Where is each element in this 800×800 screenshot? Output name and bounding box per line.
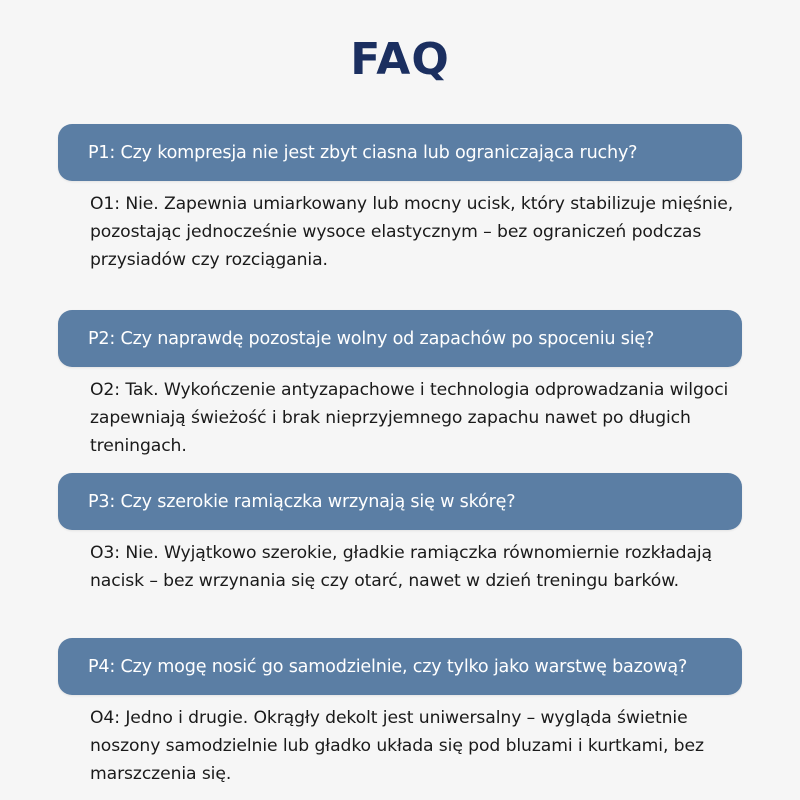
question-bar[interactable] xyxy=(58,473,742,530)
question-text: P3: Czy szerokie ramiączka wrzynają się w skórę? xyxy=(88,491,516,512)
faq-item-4 xyxy=(58,638,742,788)
faq-item-2 xyxy=(58,310,742,460)
question-bar[interactable] xyxy=(58,638,742,695)
question-text: P1: Czy kompresja nie jest zbyt ciasna lub ograniczająca ruchy? xyxy=(88,142,638,163)
answer-text: O1: Nie. Zapewnia umiarkowany lub mocny ucisk, który stabilizuje mięśnie, pozostając jednocześnie wysoce elastycznym – bez ograniczeń podczas przysiadów czy rozciągania. xyxy=(90,194,734,270)
question-text: P2: Czy naprawdę pozostaje wolny od zapachów po spoceniu się? xyxy=(88,328,655,349)
page-title: FAQ xyxy=(350,34,450,85)
question-bar[interactable] xyxy=(58,124,742,181)
question-bar[interactable] xyxy=(58,310,742,367)
faq-item-1 xyxy=(58,124,742,274)
answer-text: O4: Jedno i drugie. Okrągły dekolt jest uniwersalny – wygląda świetnie noszony samodzielnie lub gładko układa się pod bluzami i kurtkami, bez marszczenia się. xyxy=(90,708,704,784)
question-text: P4: Czy mogę nosić go samodzielnie, czy tylko jako warstwę bazową? xyxy=(88,656,688,677)
answer-text: O2: Tak. Wykończenie antyzapachowe i technologia odprowadzania wilgoci zapewniają świeżość i brak nieprzyjemnego zapachu nawet po długich treningach. xyxy=(90,380,729,456)
faq-item-3 xyxy=(58,473,742,595)
answer-text: O3: Nie. Wyjątkowo szerokie, gładkie ramiączka równomiernie rozkładają nacisk – bez wrzynania się czy otarć, nawet w dzień treningu barków. xyxy=(90,543,712,591)
